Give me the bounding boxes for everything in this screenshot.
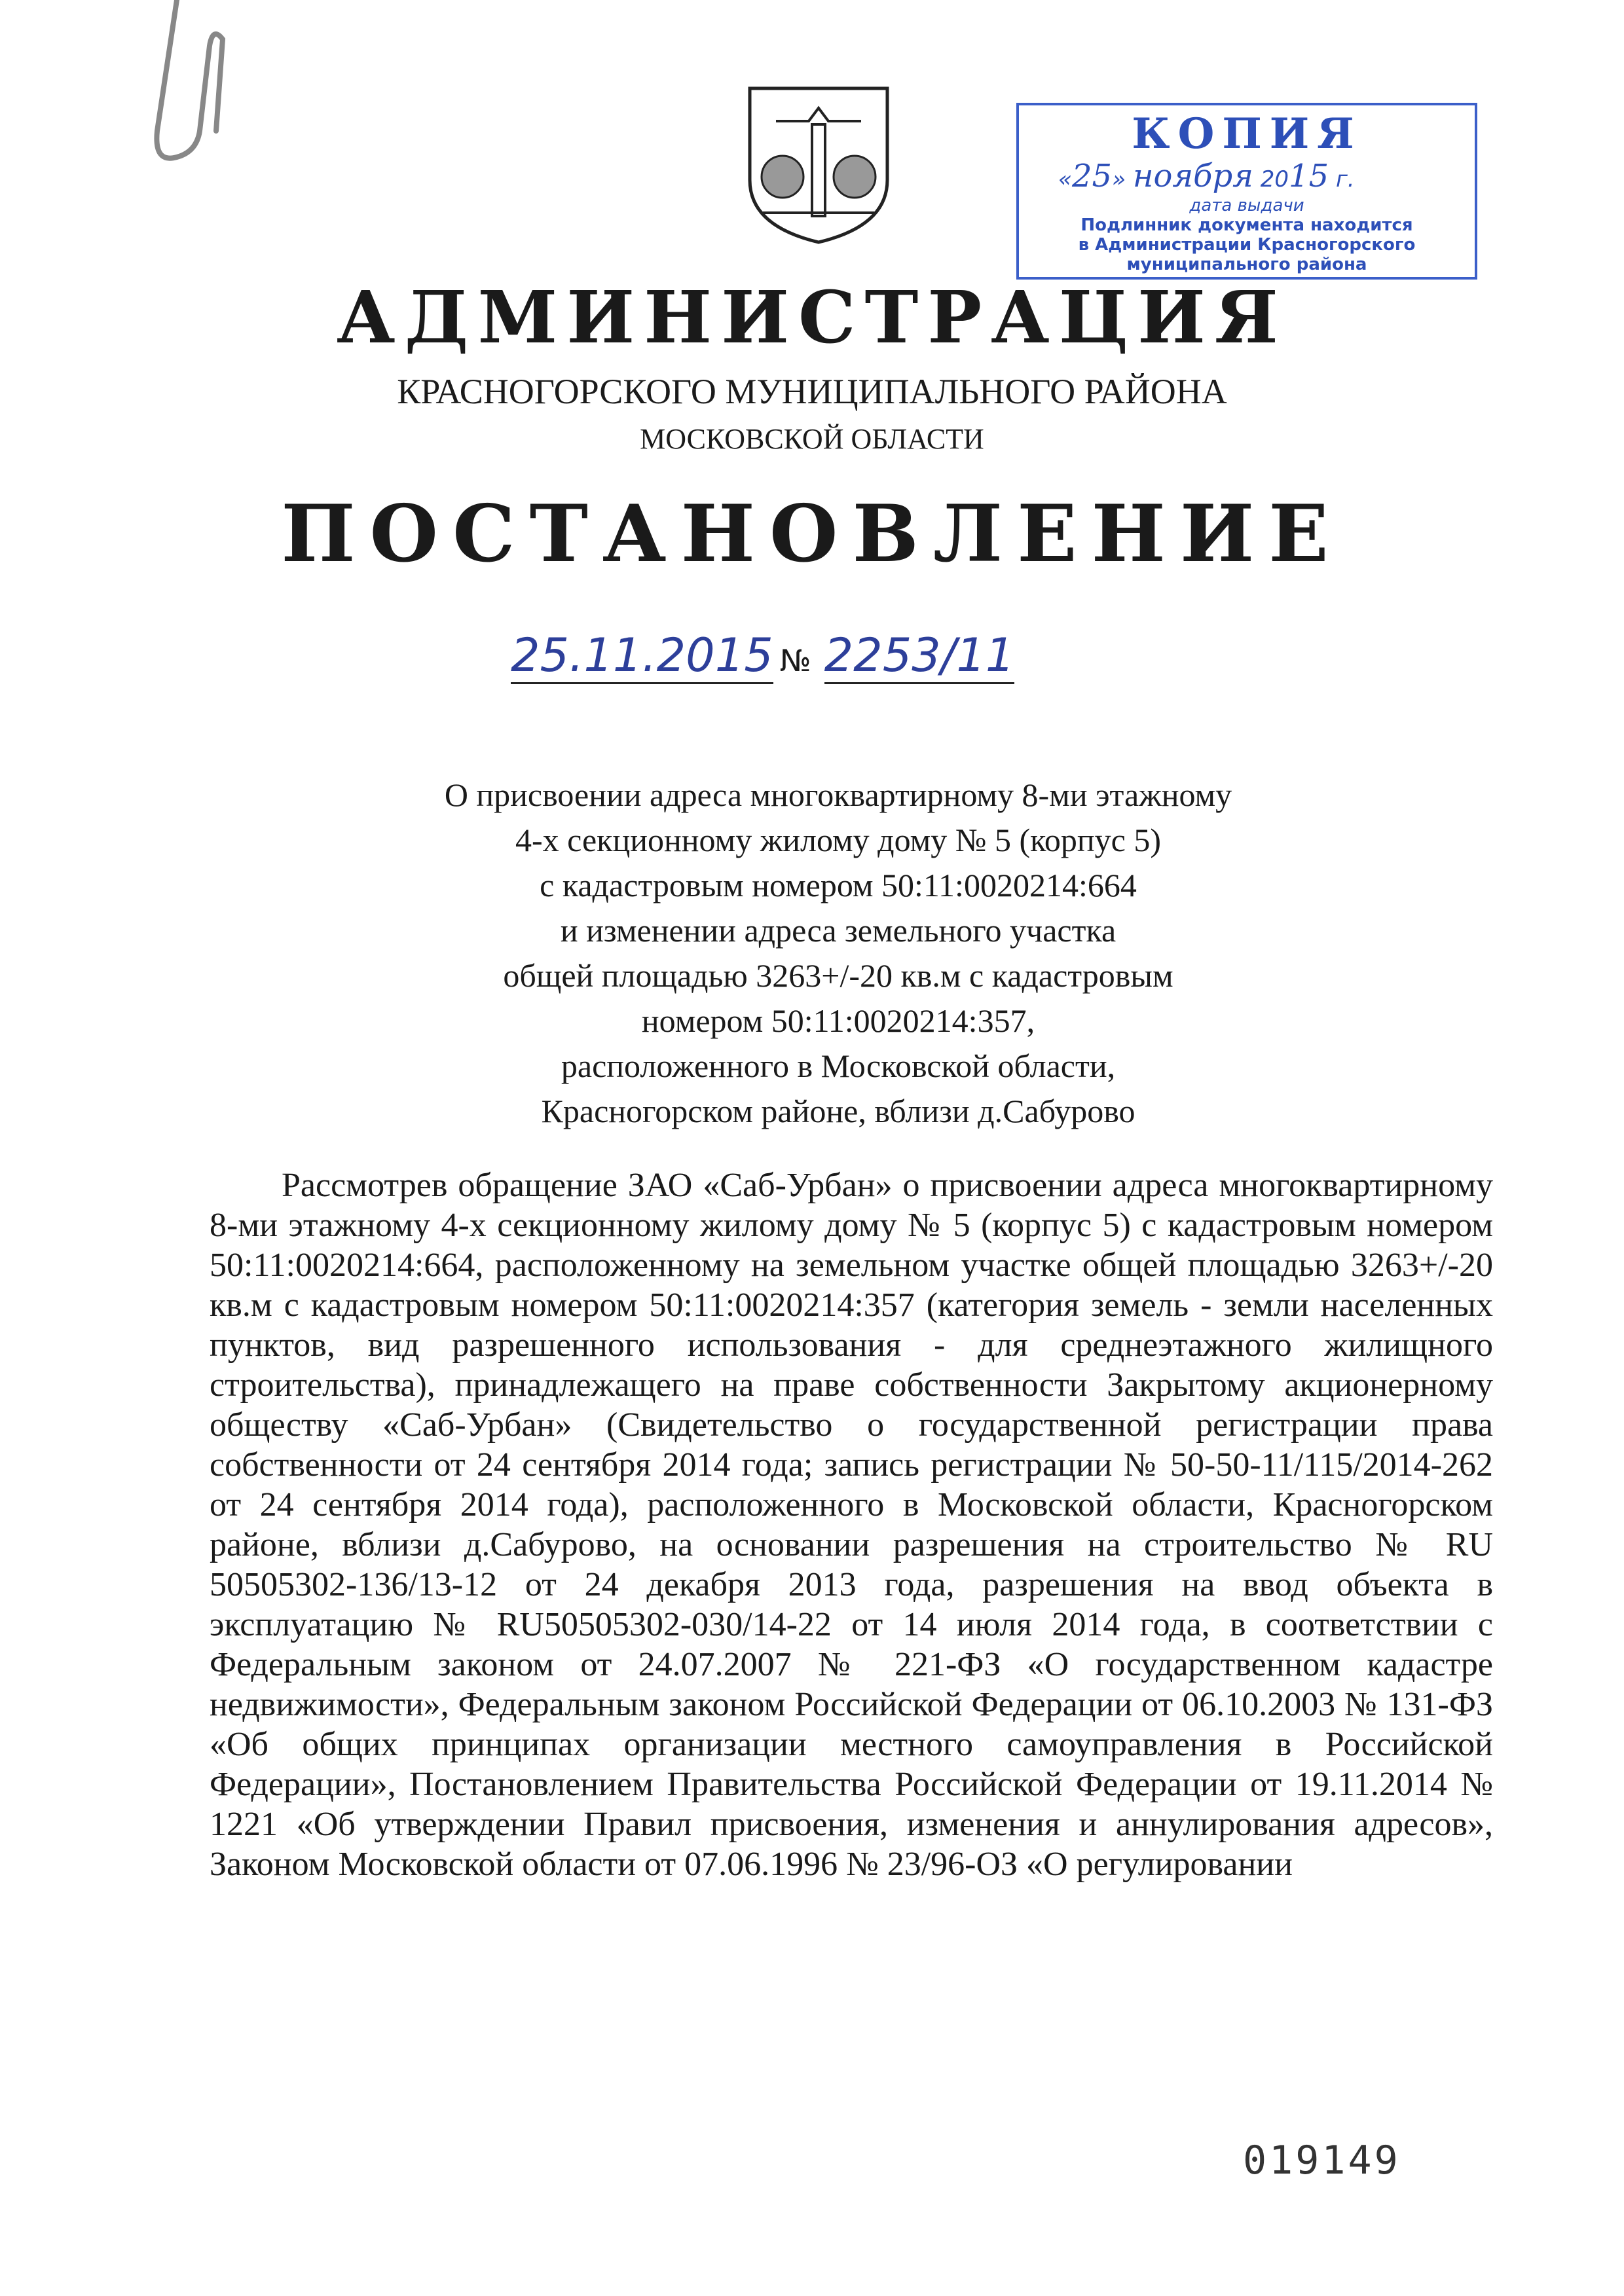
body-text: Рассмотрев обращение ЗАО «Саб-Урбан» о присвоении адреса многоквартирному 8-ми этажному 4-х секционному жилому дому № 5 (корпус 5) с кадастровым номером 50:11:0020214:664, расположенному на земельном участке общей площадью 3263+/-20 кв.м с кадастровым номером 50:11:0020214:357 (категория земель - земли населенных пунктов, вид разрешенного использования - для среднеэтажного жилищного строительства), принадлежащего на праве собственности Закрытому акционерному обществу «Саб-Урбан» (Свидетельство о государственной регистрации права собственности от 24 сентября 2014 года; запись регистрации № 50-50-11/115/2014-262 от 24 сентября 2014 года), расположенного в Московской области, Красногорском районе, вблизи д.Сабурово, на основании разрешения на строительство № RU 50505302-136/13-12 от 24 декабря 2013 года, разрешения на ввод объекта в эксплуатацию № RU50505302-030/14-22 от 14 июля 2014 года, в соответствии с Федеральным законом от 24.07.2007 № 221-ФЗ «О государственном кадастре недвижимости», Федеральным законом Российской Федерации от 06.10.2003 № 131-ФЗ «Об общих принципах организации местного самоуправления в Российской Федерации», Постановлением Правительства Российской Федерации от 19.11.2014 № 1221 «Об утверждении Правил присвоения, изменения и аннулирования адресов», Законом Московской области от 07.06.1996 № 23/96-ОЗ «О регулировании: [210, 1167, 1493, 1883]
stamp-year-suffix: 15: [1289, 158, 1329, 194]
subject-line: 4-х секционному жилому дому № 5 (корпус 5): [515, 822, 1161, 858]
subject-line: номером 50:11:0020214:357,: [641, 1002, 1035, 1039]
date-number-line: [511, 629, 1014, 684]
page-stamp-number: 019149: [1243, 2138, 1401, 2183]
number-sign: №: [779, 643, 811, 678]
stamp-year-unit: г.: [1335, 166, 1355, 192]
document-type: ПОСТАНОВЛЕНИЕ: [281, 488, 1343, 580]
stamp-date-line: «25» ноября 2015 г.: [1058, 158, 1355, 194]
document-title: АДМИНИСТРАЦИЯ: [337, 275, 1287, 359]
subject-line: общей площадью 3263+/-20 кв.м с кадастровым: [503, 957, 1173, 994]
document-subtitle-region: МОСКОВСКОЙ ОБЛАСТИ: [640, 423, 984, 455]
subject-line: Красногорском районе, вблизи д.Сабурово: [541, 1093, 1135, 1129]
decree-date: 25.11.2015: [511, 629, 773, 684]
subject-line: с кадастровым номером 50:11:0020214:664: [540, 867, 1137, 903]
copy-stamp: [1016, 103, 1477, 280]
subject-line: расположенного в Московской области,: [561, 1048, 1116, 1084]
stamp-note-line: Подлинник документа находится: [1080, 215, 1413, 235]
paper-clip-icon: [118, 0, 249, 183]
document-subtitle: КРАСНОГОРСКОГО МУНИЦИПАЛЬНОГО РАЙОНА: [397, 372, 1227, 411]
coat-of-arms-icon: [737, 82, 900, 246]
stamp-year-prefix: 20: [1260, 166, 1289, 192]
subject-block: [327, 773, 1349, 1134]
stamp-note-line: в Администрации Красногорского: [1078, 235, 1416, 255]
stamp-month: ноября: [1132, 158, 1253, 194]
decree-number: 2253/11: [824, 629, 1015, 684]
subject-line: О присвоении адреса многоквартирному 8-ми этажному: [444, 776, 1232, 813]
stamp-day: 25: [1071, 158, 1113, 194]
subject-line: и изменении адреса земельного участка: [560, 912, 1116, 949]
stamp-caption: дата выдачи: [1189, 196, 1304, 215]
stamp-title: КОПИЯ: [1132, 109, 1362, 158]
stamp-note-line: муниципального района: [1126, 255, 1367, 274]
stamp-note: [1019, 215, 1475, 274]
body-paragraph: [210, 1165, 1493, 1884]
